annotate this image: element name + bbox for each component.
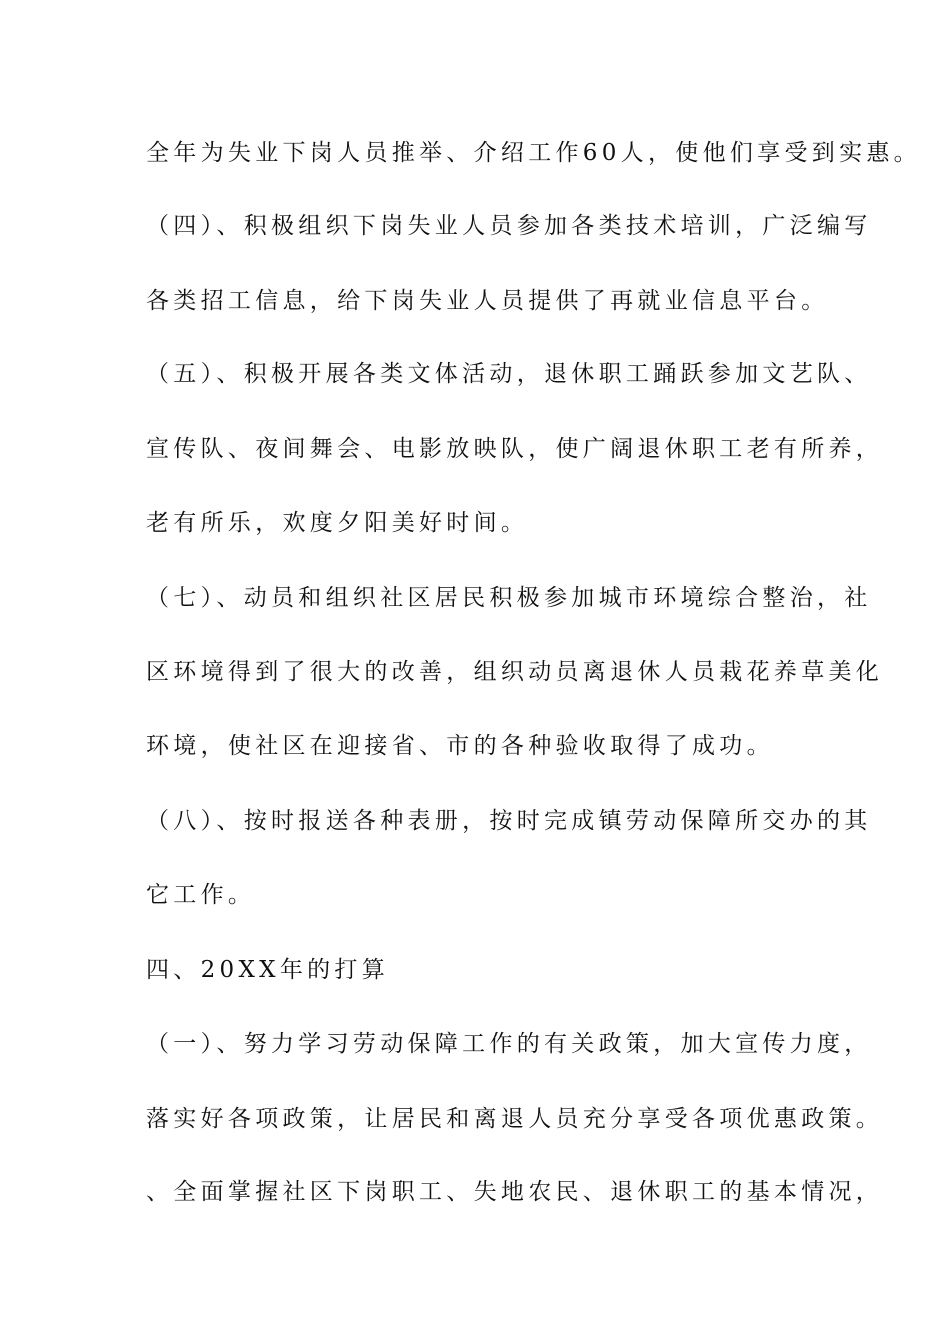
- paragraph-line: （八）、按时报送各种表册，按时完成镇劳动保障所交办的其: [146, 808, 872, 834]
- paragraph-line: 全年为失业下岗人员推举、介绍工作60人，使他们享受到实惠。: [146, 140, 921, 166]
- paragraph-line: （一）、努力学习劳动保障工作的有关政策，加大宣传力度，: [146, 1031, 872, 1057]
- paragraph-line: 区环境得到了很大的改善，组织动员离退休人员栽花养草美化: [146, 659, 884, 685]
- paragraph-line: 老有所乐，欢度夕阳美好时间。: [146, 510, 529, 536]
- paragraph-line: （四）、积极组织下岗失业人员参加各类技术培训，广泛编写: [146, 213, 872, 239]
- section-heading: 四、20XX年的打算: [146, 957, 390, 983]
- paragraph-line: 环境，使社区在迎接省、市的各种验收取得了成功。: [146, 733, 774, 759]
- paragraph-line: 落实好各项政策，让居民和离退人员充分享受各项优惠政策。: [146, 1106, 884, 1132]
- paragraph-line: （五）、积极开展各类文体活动，退休职工踊跃参加文艺队、: [146, 361, 872, 387]
- paragraph-line: 宣传队、夜间舞会、电影放映队，使广阔退休职工老有所养，: [146, 436, 884, 462]
- paragraph-line: 各类招工信息，给下岗失业人员提供了再就业信息平台。: [146, 288, 829, 314]
- paragraph-line: （七）、动员和组织社区居民积极参加城市环境综合整治，社: [146, 585, 872, 611]
- paragraph-line: 它工作。: [146, 882, 256, 908]
- paragraph-line: 、全面掌握社区下岗职工、失地农民、退休职工的基本情况，: [146, 1179, 884, 1205]
